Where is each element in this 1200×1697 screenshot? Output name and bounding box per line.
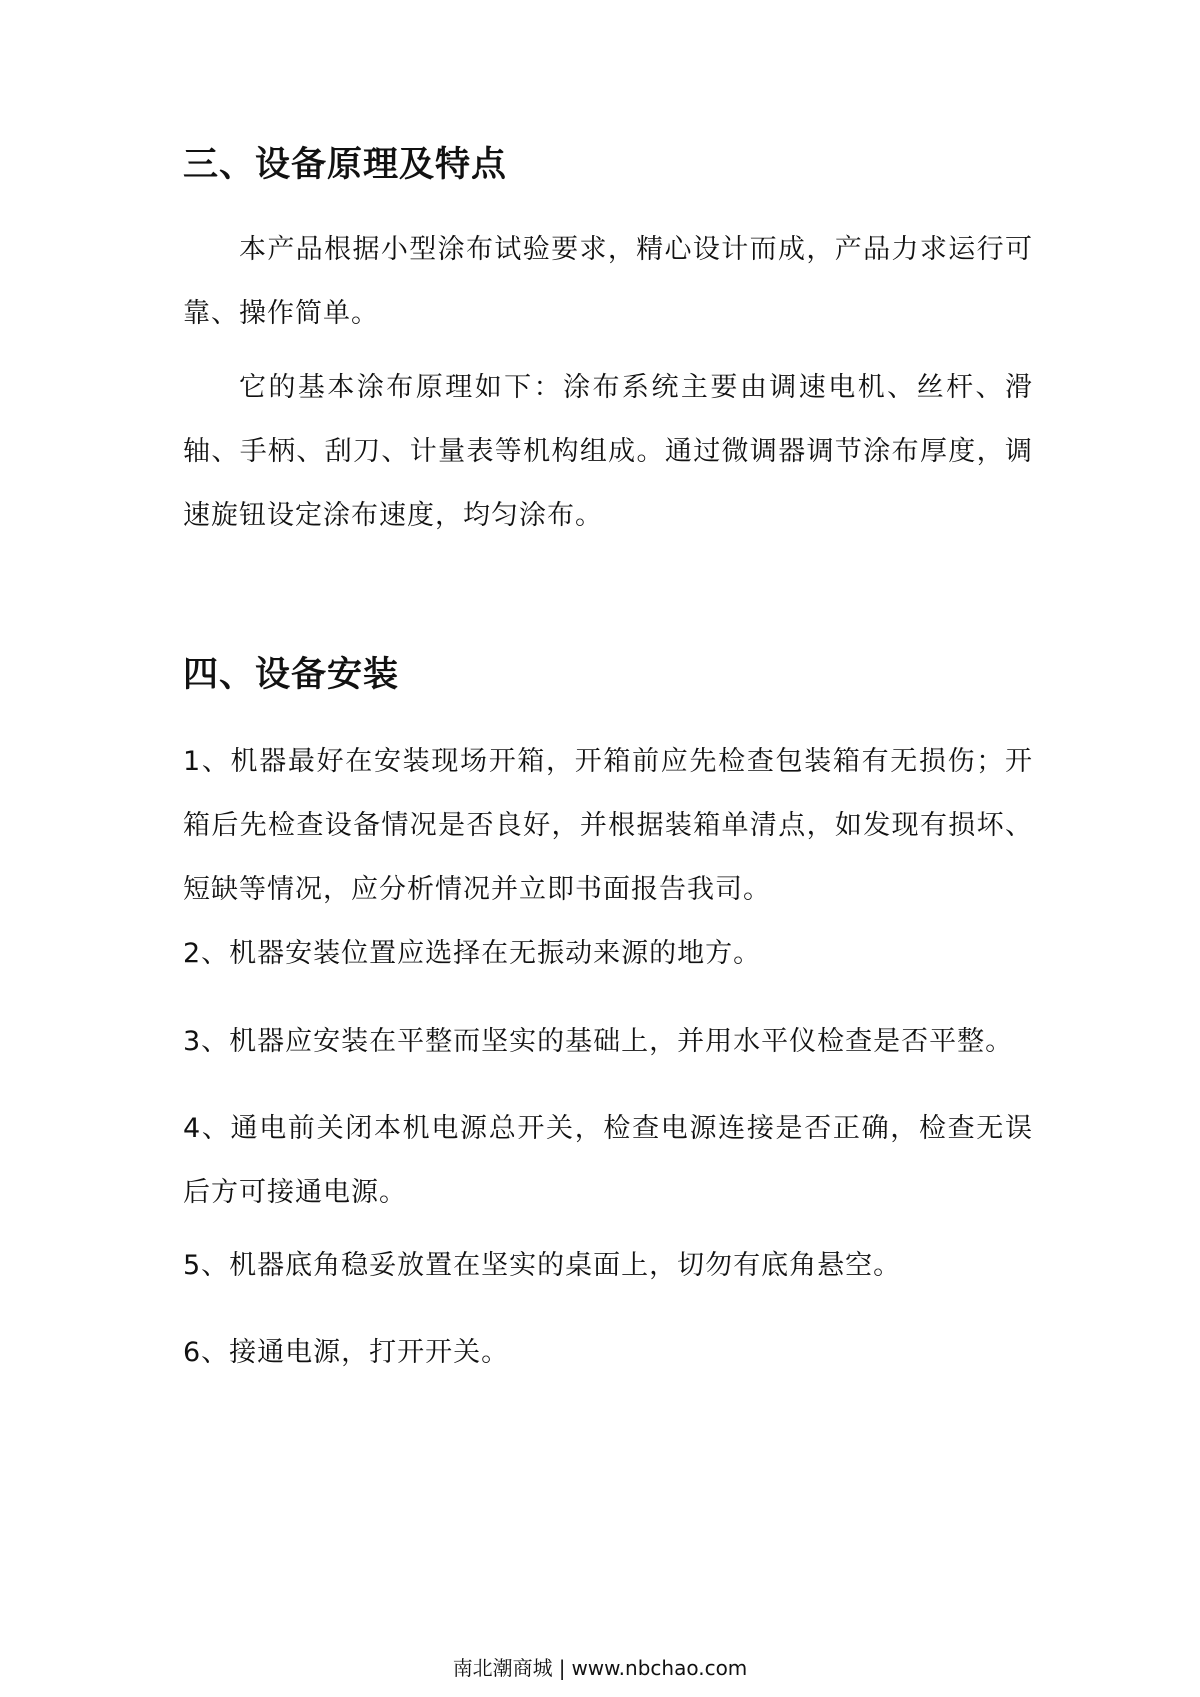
list-item: 5、机器底角稳妥放置在坚实的桌面上，切勿有底角悬空。 (183, 1250, 902, 1281)
section-3-paragraph-1 (183, 218, 1033, 346)
install-step-3 (183, 1010, 1033, 1074)
list-item: 6、接通电源，打开开关。 (183, 1337, 510, 1368)
footer-url[interactable]: www.nbchao.com (571, 1656, 748, 1680)
paragraph-text: 它的基本涂布原理如下：涂布系统主要由调速电机、丝杆、滑轴、手柄、刮刀、计量表等机构组成。通过微调器调节涂布厚度，调速旋钮设定涂布速度，均匀涂布。 (183, 372, 1033, 531)
paragraph-text: 本产品根据小型涂布试验要求，精心设计而成，产品力求运行可靠、操作简单。 (183, 234, 1033, 329)
install-step-4 (183, 1097, 1033, 1225)
list-item: 2、机器安装位置应选择在无振动来源的地方。 (183, 938, 762, 969)
page-footer (0, 1652, 1200, 1681)
section-3-heading: 三、设备原理及特点 (183, 145, 508, 185)
list-item: 1、机器最好在安装现场开箱，开箱前应先检查包装箱有无损伤；开箱后先检查设备情况是否良好，并根据装箱单清点，如发现有损坏、短缺等情况，应分析情况并立即书面报告我司。 (183, 746, 1033, 905)
install-step-2 (183, 922, 1033, 986)
section-3-paragraph-2 (183, 356, 1033, 548)
install-step-6 (183, 1321, 1033, 1385)
section-4-heading: 四、设备安装 (183, 655, 400, 695)
list-item: 3、机器应安装在平整而坚实的基础上，并用水平仪检查是否平整。 (183, 1026, 1014, 1057)
install-step-1 (183, 730, 1033, 922)
install-step-5 (183, 1234, 1033, 1298)
footer-brand: 南北潮商城 (452, 1656, 553, 1680)
footer-separator: | (558, 1656, 566, 1680)
list-item: 4、通电前关闭本机电源总开关，检查电源连接是否正确，检查无误后方可接通电源。 (183, 1113, 1033, 1208)
